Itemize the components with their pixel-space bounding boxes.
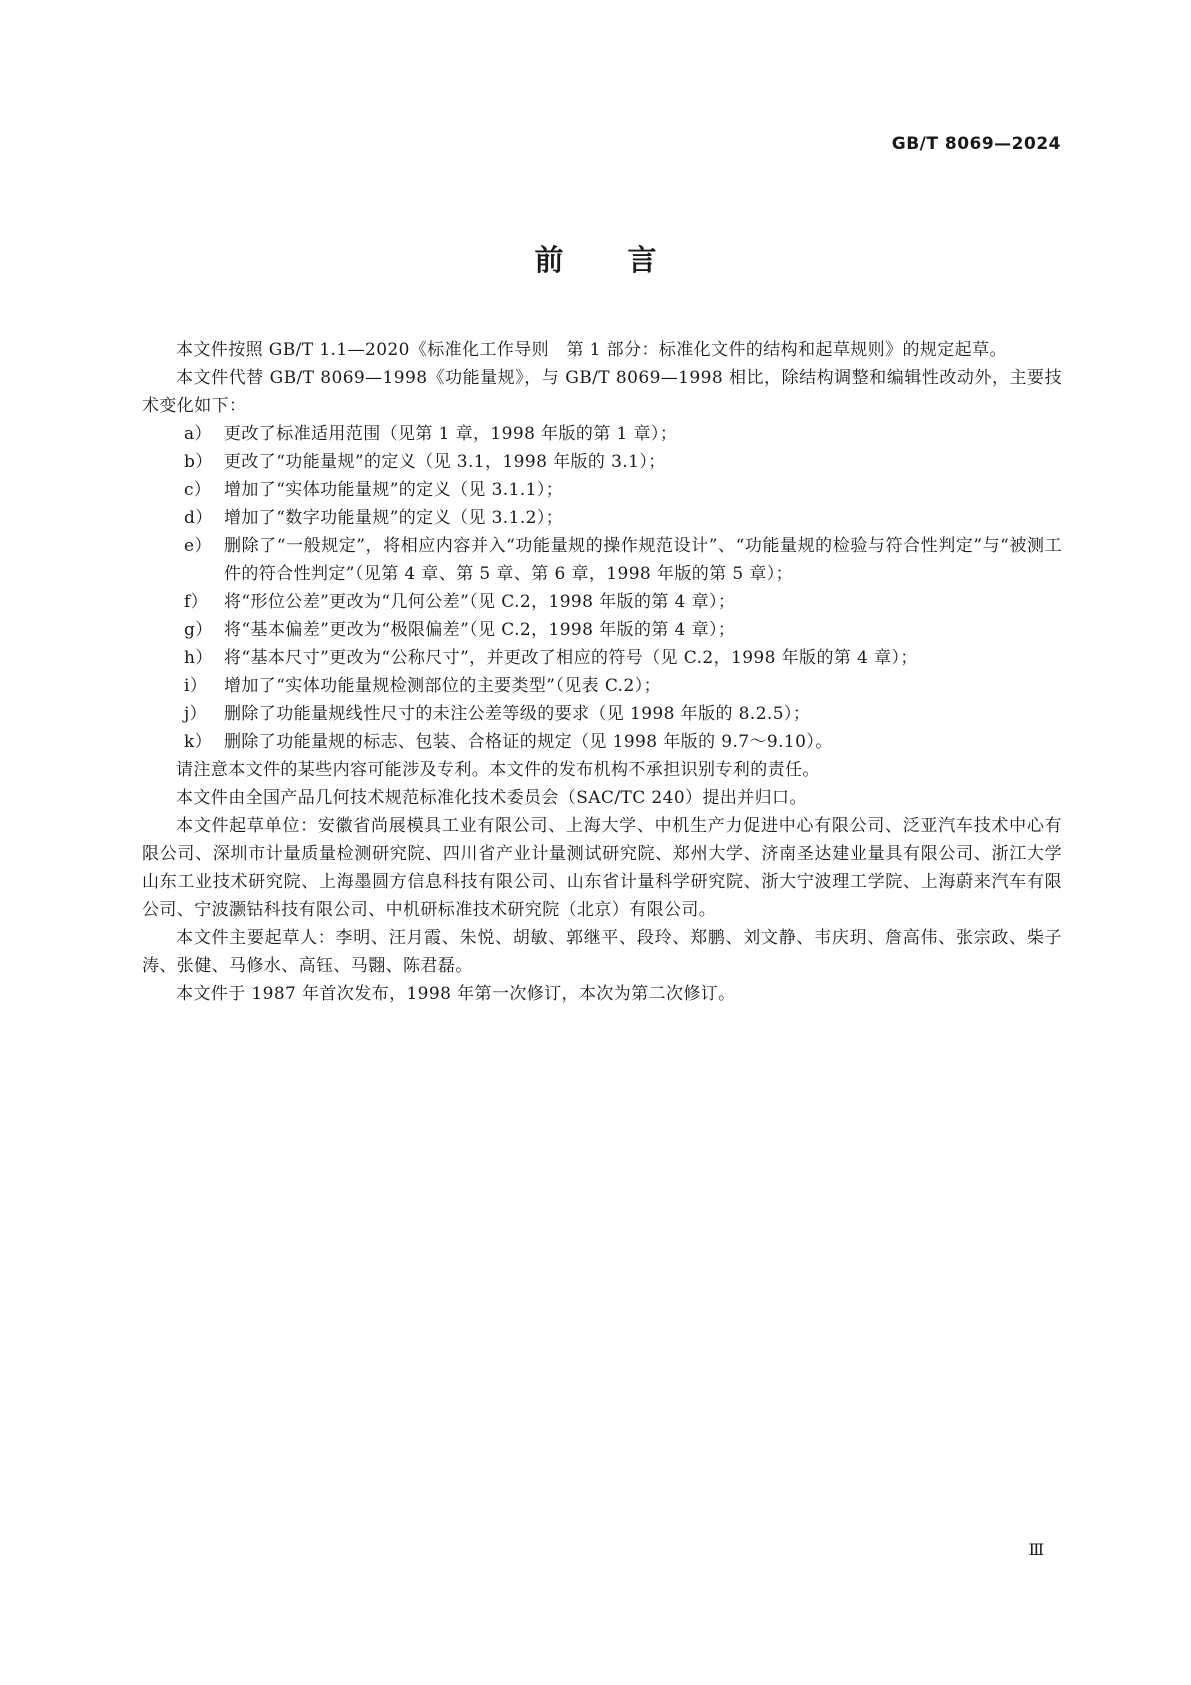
intro-paragraph: 本文件按照 GB/T 1.1—2020《标准化工作导则 第 1 部分：标准化文件的结构和起草规则》的规定起草。 [176, 340, 1007, 360]
list-item-label: b） [184, 452, 213, 472]
list-item [142, 616, 1062, 644]
list-item-label: h） [184, 648, 213, 668]
drafting-organizations: 本文件起草单位：安徽省尚展模具工业有限公司、上海大学、中机生产力促进中心有限公司、泛亚汽车技术中心有限公司、深圳市计量质量检测研究院、四川省产业计量测试研究院、郑州大学、济南圣达建业量具有限公司、浙江大学山东工业技术研究院、上海墨圆方信息科技有限公司、山东省计量科学研究院、浙大宁波理工学院、上海蔚来汽车有限公司、宁波灏钴科技有限公司、中机研标准技术研究院（北京）有限公司。 [142, 816, 1062, 920]
publication-history: 本文件于 1987 年首次发布，1998 年第一次修订，本次为第二次修订。 [176, 984, 736, 1004]
list-item-label: e） [184, 536, 212, 556]
patent-notice: 请注意本文件的某些内容可能涉及专利。本文件的发布机构不承担识别专利的责任。 [176, 760, 820, 780]
list-item-text: 将“形位公差”更改为“几何公差”（见 C.2，1998 年版的第 4 章）； [224, 592, 736, 612]
list-item-text: 删除了功能量规线性尺寸的未注公差等级的要求（见 1998 年版的 8.2.5）； [224, 704, 811, 724]
list-item [142, 532, 1062, 588]
proposing-committee: 本文件由全国产品几何技术规范标准化技术委员会（SAC/TC 240）提出并归口。 [176, 788, 807, 808]
list-item-label: j） [184, 704, 208, 724]
list-item-text: 增加了“实体功能量规检测部位的主要类型”（见表 C.2）； [224, 676, 662, 696]
list-item [142, 644, 1062, 672]
list-item-label: f） [184, 592, 209, 612]
list-item-label: k） [184, 732, 213, 752]
list-item [142, 728, 1062, 756]
list-item-text: 删除了“一般规定”，将相应内容并入“功能量规的操作规范设计”、“功能量规的检验与符合性判定”与“被测工件的符合性判定”（见第 4 章、第 5 章、第 6 章，1998 年版的第 5 章）； [224, 536, 1062, 584]
page-title: 前言 [534, 243, 721, 277]
list-item-label: a） [184, 424, 212, 444]
main-drafters: 本文件主要起草人：李明、汪月霞、朱悦、胡敏、郭继平、段玲、郑鹏、刘文静、韦庆玥、詹高伟、张宗政、柴子涛、张健、马修水、高钰、马翾、陈君磊。 [142, 928, 1062, 976]
foreword-body [142, 336, 1062, 1008]
list-item-label: g） [184, 620, 213, 640]
list-item-text: 将“基本偏差”更改为“极限偏差”（见 C.2，1998 年版的第 4 章）； [224, 620, 736, 640]
list-item [142, 672, 1062, 700]
list-item [142, 420, 1062, 448]
list-item [142, 504, 1062, 532]
standard-code: GB/T 8069—2024 [891, 134, 1061, 154]
list-item-text: 增加了“实体功能量规”的定义（见 3.1.1）； [224, 480, 564, 500]
page-number: Ⅲ [1028, 1540, 1044, 1559]
intro-paragraph: 本文件代替 GB/T 8069—1998《功能量规》，与 GB/T 8069—1998 相比，除结构调整和编辑性改动外，主要技术变化如下： [142, 368, 1062, 416]
list-item-label: d） [184, 508, 213, 528]
list-item-text: 更改了标准适用范围（见第 1 章，1998 年版的第 1 章）； [224, 424, 678, 444]
list-item-text: 删除了功能量规的标志、包装、合格证的规定（见 1998 年版的 9.7～9.10）。 [224, 732, 833, 752]
list-item [142, 588, 1062, 616]
list-item [142, 448, 1062, 476]
list-item-text: 将“基本尺寸”更改为“公称尺寸”，并更改了相应的符号（见 C.2，1998 年版的第 4 章）； [224, 648, 918, 668]
list-item-text: 增加了“数字功能量规”的定义（见 3.1.2）； [224, 508, 564, 528]
list-item [142, 700, 1062, 728]
list-item-text: 更改了“功能量规”的定义（见 3.1，1998 年版的 3.1）； [224, 452, 666, 472]
list-item-label: c） [184, 480, 212, 500]
list-item [142, 476, 1062, 504]
list-item-label: i） [184, 676, 208, 696]
